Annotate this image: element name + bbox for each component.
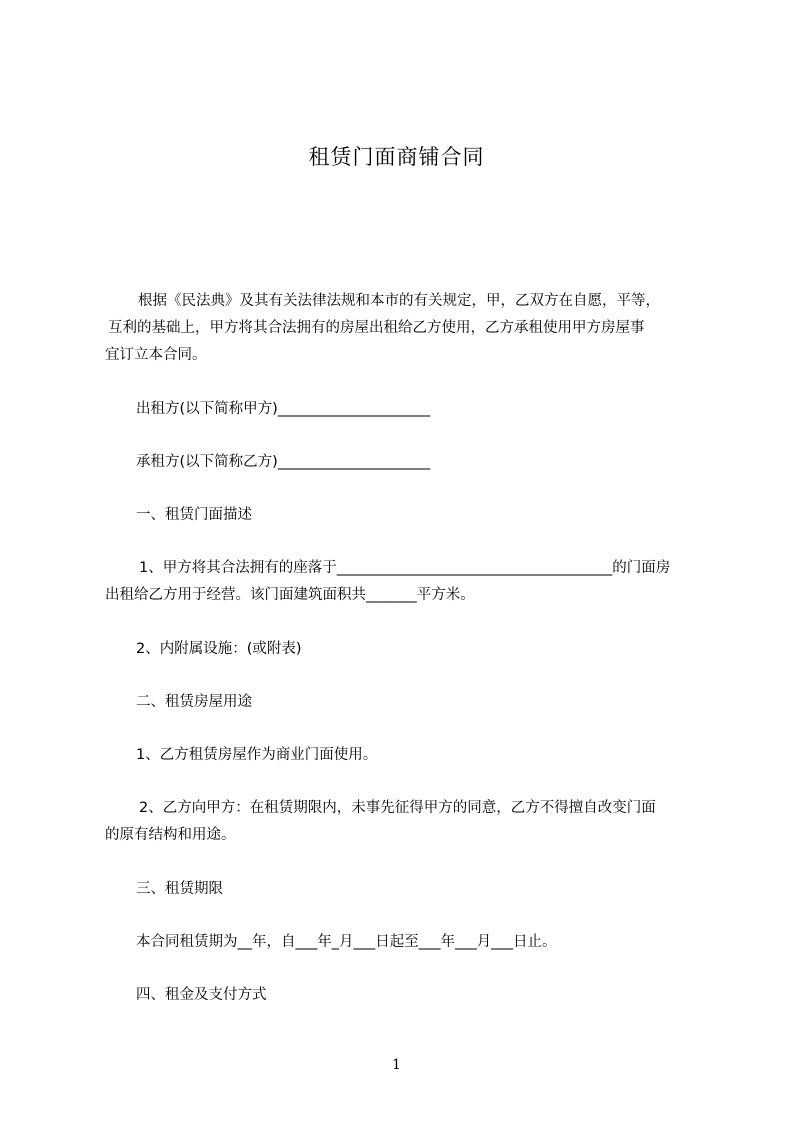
section-1-item-1-line-2: 出租给乙方用于经营。该门面建筑面积共_______平方米。: [105, 587, 475, 603]
section-1-item-2: 2、内附属设施：(或附表): [136, 641, 302, 657]
intro-line-1: 根据《民法典》及其有关法律法规和本市的有关规定，甲，乙双方在自愿，平等，: [138, 293, 660, 309]
section-1-item-1: [105, 555, 695, 609]
section-2-item-1: 1、乙方租赁房屋作为商业门面使用。: [136, 747, 378, 763]
section-2-item-2-line-2: 的原有结构和用途。: [105, 827, 236, 843]
lessee-field: 承租方(以下简称乙方)_____________________: [136, 454, 431, 470]
section-2-item-2: [105, 795, 695, 849]
section-1-item-1-line-1: 1、甲方将其合法拥有的座落于______________________________________的门面房: [139, 560, 671, 576]
section-2-heading: 二、租赁房屋用途: [136, 694, 252, 710]
intro-paragraph: [105, 288, 695, 369]
lessor-field: 出租方(以下简称甲方)_____________________: [136, 401, 431, 417]
section-3-heading: 三、租赁期限: [136, 881, 223, 897]
intro-line-3: 宜订立本合同。: [105, 347, 207, 363]
document-title: 租赁门面商铺合同: [308, 145, 485, 169]
page-number: 1: [392, 1057, 401, 1073]
intro-line-2: 互利的基础上，甲方将其合法拥有的房屋出租给乙方使用，乙方承租使用甲方房屋事: [108, 320, 645, 336]
lease-term: 本合同租赁期为__年，自___年_月___日起至___年___月___日止。: [136, 934, 557, 950]
section-2-item-2-line-1: 2、乙方向甲方：在租赁期限内，未事先征得甲方的同意，乙方不得擅自改变门面: [139, 800, 656, 816]
section-1-heading: 一、租赁门面描述: [136, 507, 252, 523]
section-4-heading: 四、租金及支付方式: [136, 987, 267, 1003]
